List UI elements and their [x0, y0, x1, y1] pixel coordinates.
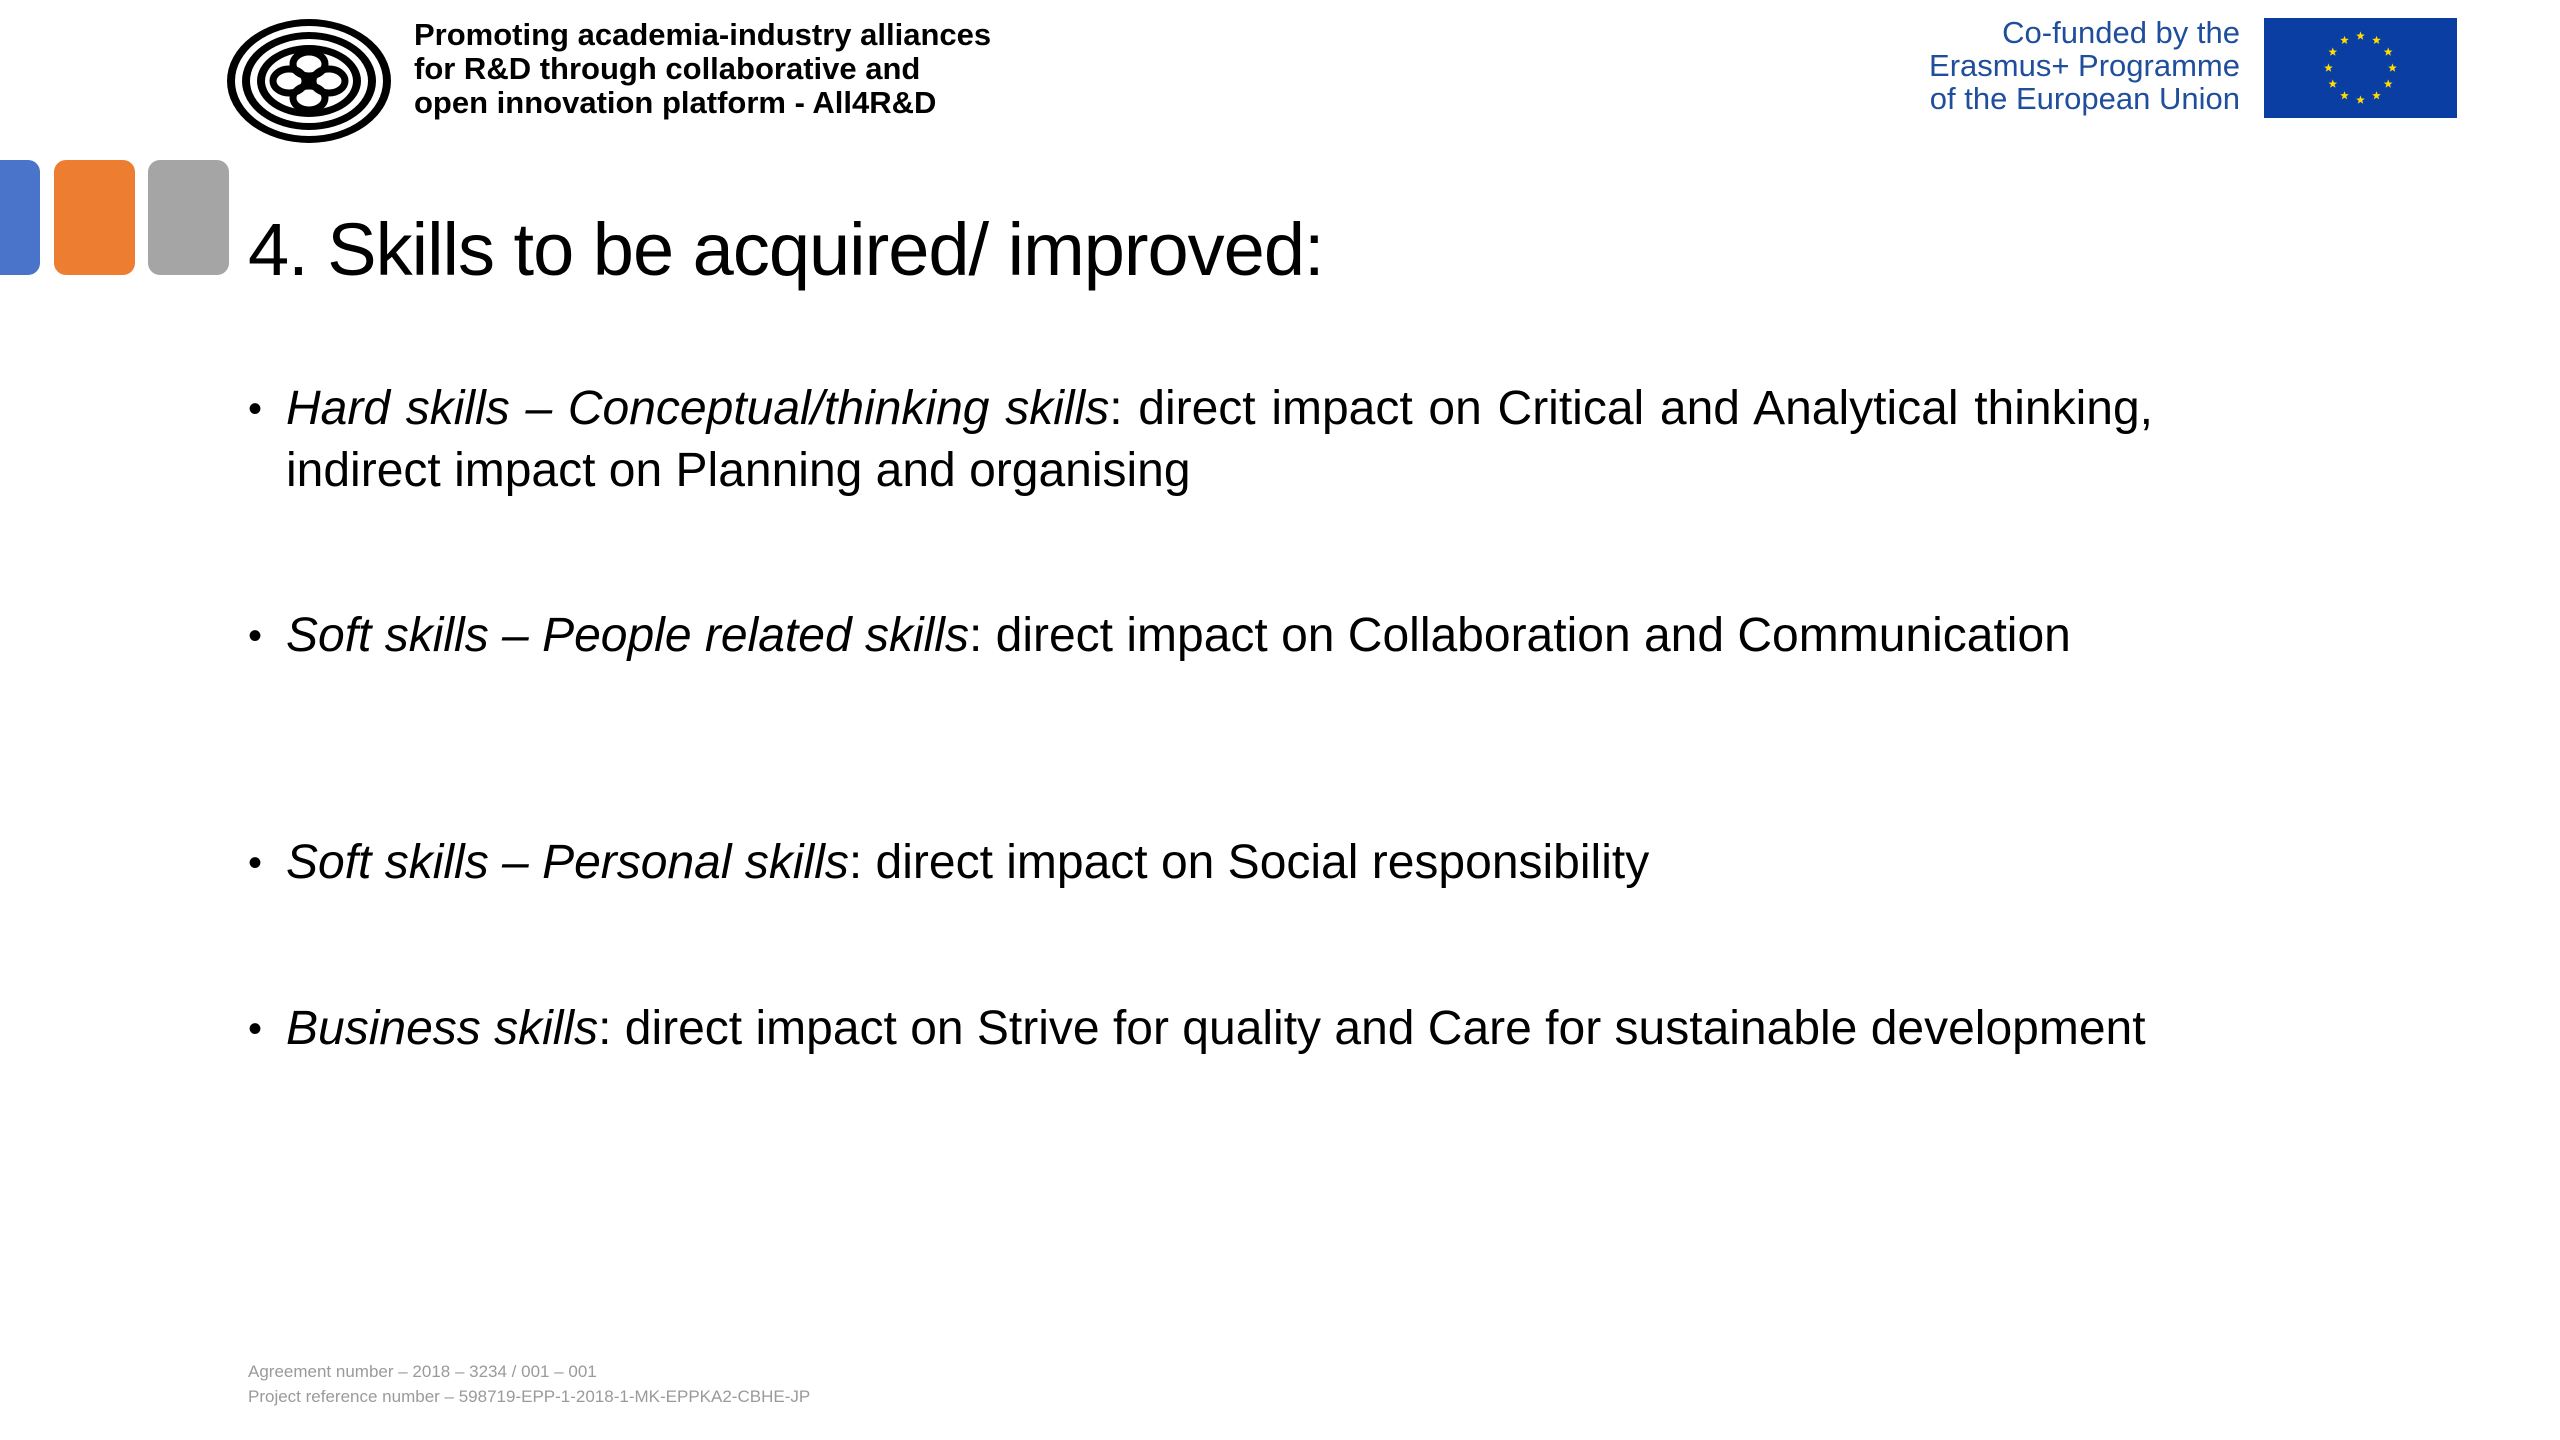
project-name-line: open innovation platform - All4R&D: [414, 85, 937, 120]
bullet-rest: : direct impact on Social responsibility: [848, 836, 1650, 889]
bullet-italic: Business skills: [286, 1002, 599, 1055]
bullet-text: [286, 605, 2153, 667]
slide-title: 4. Skills to be acquired/ improved:: [248, 208, 1324, 291]
project-name: [414, 18, 1134, 120]
project-reference: Project reference number – 598719-EPP-1-2018-1-MK-EPPKA2-CBHE-JP: [248, 1387, 811, 1406]
decor-square-orange: [54, 160, 135, 275]
bullet-text: [286, 998, 2153, 1060]
bullet-item: [248, 998, 2153, 1060]
bullet-rest: : direct impact on Collaboration and Communication: [968, 609, 2071, 662]
bullet-rest: : direct impact on Strive for quality and Care for sustainable development: [598, 1002, 2146, 1055]
bullet-rest: : direct impact on Critical and Analytical thinking, indirect impact on Planning and organising: [286, 382, 2153, 497]
cofunded-line: of the European Union: [1929, 81, 2240, 116]
eu-flag-icon: [2264, 18, 2457, 118]
bullet-text: [286, 832, 2153, 894]
bullet-dot: •: [248, 614, 263, 658]
footer: [248, 1359, 810, 1409]
bullet-italic: Hard skills – Conceptual/thinking skills: [286, 382, 1110, 435]
agreement-number: Agreement number – 2018 – 3234 / 001 – 001: [248, 1362, 597, 1381]
cofunded-text: [1680, 16, 2240, 115]
cofunded-line: Erasmus+ Programme: [1929, 48, 2240, 83]
bullet-item: [248, 605, 2153, 667]
project-name-line: for R&D through collaborative and: [414, 51, 921, 86]
cofunded-line: Co-funded by the: [2002, 15, 2240, 50]
project-name-line: Promoting academia-industry alliances: [414, 17, 992, 52]
bullet-item: [248, 832, 2153, 894]
bullet-dot: •: [248, 841, 263, 885]
bullet-italic: Soft skills – People related skills: [286, 609, 969, 662]
bullet-dot: •: [248, 1007, 263, 1051]
decor-square-blue: [0, 160, 40, 275]
bullet-item: [248, 378, 2153, 502]
bullet-italic: Soft skills – Personal skills: [286, 836, 849, 889]
bullet-text: [286, 378, 2153, 502]
decor-square-gray: [148, 160, 229, 275]
bullet-dot: •: [248, 387, 263, 431]
all4rd-logo-icon: [224, 16, 394, 146]
